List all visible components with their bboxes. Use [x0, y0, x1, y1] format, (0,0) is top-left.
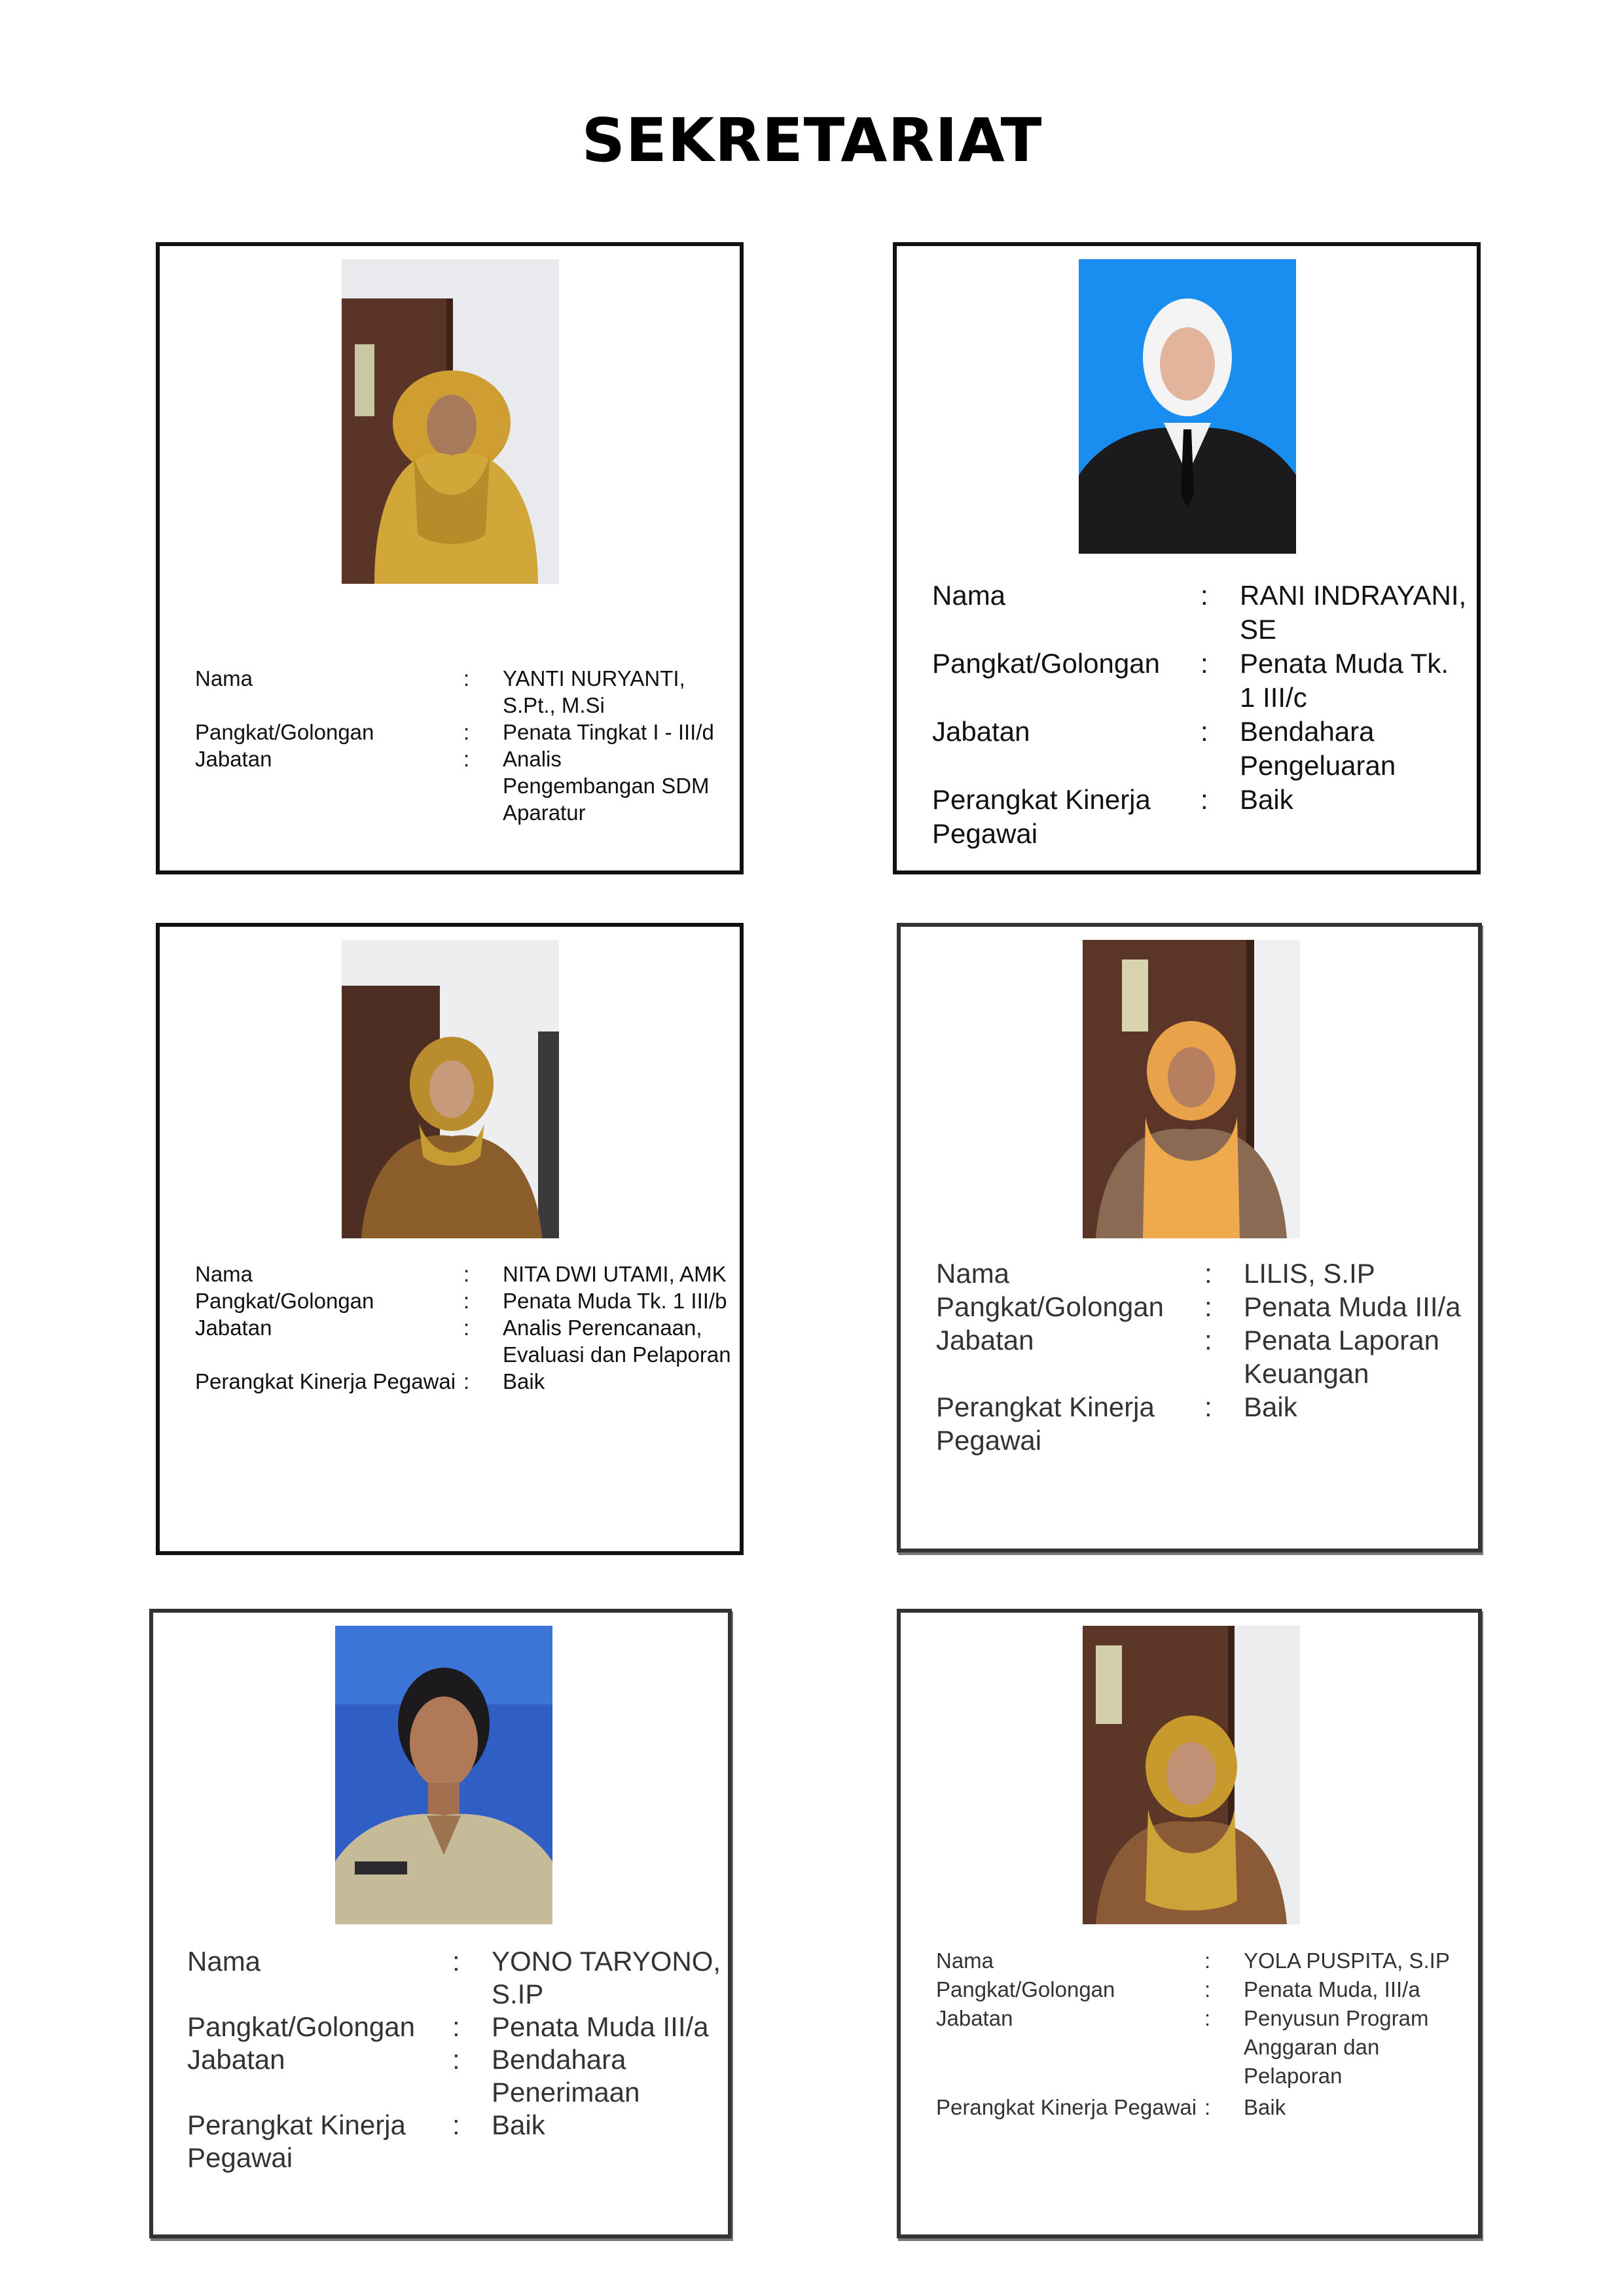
- field-separator: :: [1200, 716, 1208, 747]
- field-separator: :: [463, 720, 470, 744]
- field-row: [195, 1368, 732, 1395]
- employee-card: [897, 1609, 1482, 2238]
- field-row: [932, 715, 1469, 783]
- field-row: [195, 719, 719, 745]
- field-row: [936, 2004, 1473, 2090]
- field-row: [936, 1257, 1473, 1290]
- field-value: Baik: [492, 2109, 545, 2140]
- field-label: Jabatan: [195, 747, 272, 771]
- field-row: [195, 665, 719, 719]
- field-value: Bendahara Pengeluaran: [1240, 716, 1396, 781]
- field-separator: :: [463, 666, 470, 691]
- field-row: [187, 2043, 724, 2109]
- field-separator: :: [1204, 1291, 1212, 1322]
- employee-photo: [1083, 1626, 1300, 1924]
- field-value: Penata Laporan Keuangan: [1244, 1325, 1439, 1389]
- field-label: Jabatan: [187, 2044, 285, 2075]
- field-value: Penata Muda III/a: [1244, 1291, 1461, 1322]
- field-row: [195, 745, 719, 826]
- employee-card: [893, 242, 1481, 874]
- field-value: Penata Muda Tk. 1 III/b: [503, 1289, 727, 1313]
- field-value: Analis Pengembangan SDM Aparatur: [503, 747, 710, 825]
- employee-info: [936, 1257, 1473, 1457]
- field-separator: :: [1204, 1325, 1212, 1355]
- field-row: [936, 1946, 1473, 1975]
- employee-photo: [342, 259, 559, 584]
- field-row: [187, 1945, 724, 2011]
- field-label: Pangkat/Golongan: [195, 720, 374, 744]
- field-label: Pangkat/Golongan: [187, 2011, 415, 2042]
- field-separator: :: [1204, 2006, 1211, 2030]
- field-separator: :: [463, 1262, 470, 1286]
- field-label: Perangkat Kinerja Pegawai: [187, 2109, 406, 2173]
- field-value: YONO TARYONO, S.IP: [492, 1946, 721, 2009]
- employee-info: [932, 579, 1469, 851]
- field-row: [187, 2109, 724, 2174]
- field-label: Pangkat/Golongan: [195, 1289, 374, 1313]
- field-row: [195, 1287, 732, 1314]
- field-separator: :: [1200, 580, 1208, 611]
- field-label: Jabatan: [195, 1316, 272, 1340]
- field-value: Analis Perencanaan, Evaluasi dan Pelaporan: [503, 1316, 731, 1367]
- field-label: Perangkat Kinerja Pegawai: [936, 1391, 1155, 1456]
- field-value: Penata Tingkat I - III/d: [503, 720, 714, 744]
- employee-photo: [335, 1626, 552, 1924]
- field-label: Pangkat/Golongan: [936, 1291, 1164, 1322]
- employee-card: [156, 923, 744, 1555]
- field-value: Bendahara Penerimaan: [492, 2044, 640, 2108]
- field-separator: :: [463, 1316, 470, 1340]
- field-value: Penata Muda III/a: [492, 2011, 709, 2042]
- field-value: Baik: [1240, 784, 1293, 815]
- field-separator: :: [1204, 1391, 1212, 1422]
- field-separator: :: [1204, 2095, 1211, 2119]
- employee-photo: [1079, 259, 1296, 554]
- field-label: Jabatan: [936, 1325, 1034, 1355]
- field-separator: :: [1204, 1258, 1212, 1289]
- field-value: Baik: [1244, 1391, 1297, 1422]
- field-value: Penyusun Program Anggaran dan Pelaporan: [1244, 2006, 1429, 2088]
- employee-info: [195, 665, 719, 826]
- employee-card: [897, 923, 1482, 1552]
- field-row: [932, 783, 1469, 851]
- field-separator: :: [1200, 784, 1208, 815]
- field-value: RANI INDRAYANI, SE: [1240, 580, 1467, 645]
- page-title: SEKRETARIAT: [581, 105, 1043, 175]
- employee-photo: [342, 940, 559, 1238]
- field-separator: :: [452, 2044, 460, 2075]
- field-row: [936, 1390, 1473, 1457]
- field-label: Nama: [936, 1948, 994, 1973]
- field-row: [936, 1290, 1473, 1323]
- field-separator: :: [1200, 648, 1208, 679]
- field-separator: :: [463, 1369, 470, 1393]
- field-separator: :: [463, 1289, 470, 1313]
- employee-info: [195, 1261, 732, 1395]
- field-row: [932, 579, 1469, 647]
- employee-info: [187, 1945, 724, 2174]
- field-row: [936, 1975, 1473, 2004]
- field-row: [195, 1261, 732, 1287]
- field-value: Baik: [1244, 2095, 1286, 2119]
- field-label: Nama: [932, 580, 1006, 611]
- field-label: Nama: [195, 1262, 253, 1286]
- field-label: Perangkat Kinerja Pegawai: [195, 1369, 456, 1393]
- field-value: LILIS, S.IP: [1244, 1258, 1375, 1289]
- employee-card: [156, 242, 744, 874]
- field-separator: :: [1204, 1977, 1211, 2001]
- field-value: NITA DWI UTAMI, AMK: [503, 1262, 727, 1286]
- field-row: [936, 2093, 1473, 2122]
- field-separator: :: [452, 2011, 460, 2042]
- field-label: Jabatan: [936, 2006, 1013, 2030]
- field-label: Perangkat Kinerja Pegawai: [932, 784, 1151, 849]
- field-label: Perangkat Kinerja Pegawai: [936, 2095, 1197, 2119]
- field-row: [187, 2011, 724, 2043]
- field-label: Pangkat/Golongan: [936, 1977, 1115, 2001]
- field-row: [932, 647, 1469, 715]
- field-separator: :: [1204, 1948, 1211, 1973]
- field-separator: :: [452, 2109, 460, 2140]
- field-separator: :: [463, 747, 470, 771]
- field-label: Nama: [195, 666, 253, 691]
- field-label: Pangkat/Golongan: [932, 648, 1160, 679]
- field-row: [195, 1314, 732, 1368]
- field-value: YANTI NURYANTI, S.Pt., M.Si: [503, 666, 685, 717]
- field-label: Nama: [936, 1258, 1010, 1289]
- field-value: Penata Muda Tk. 1 III/c: [1240, 648, 1449, 713]
- field-value: Baik: [503, 1369, 545, 1393]
- employee-info: [936, 1946, 1473, 2122]
- field-value: Penata Muda, III/a: [1244, 1977, 1420, 2001]
- employee-card: [149, 1609, 732, 2238]
- field-row: [936, 1323, 1473, 1390]
- field-label: Nama: [187, 1946, 261, 1977]
- field-value: YOLA PUSPITA, S.IP: [1244, 1948, 1450, 1973]
- field-separator: :: [452, 1946, 460, 1977]
- employee-photo: [1083, 940, 1300, 1238]
- field-label: Jabatan: [932, 716, 1030, 747]
